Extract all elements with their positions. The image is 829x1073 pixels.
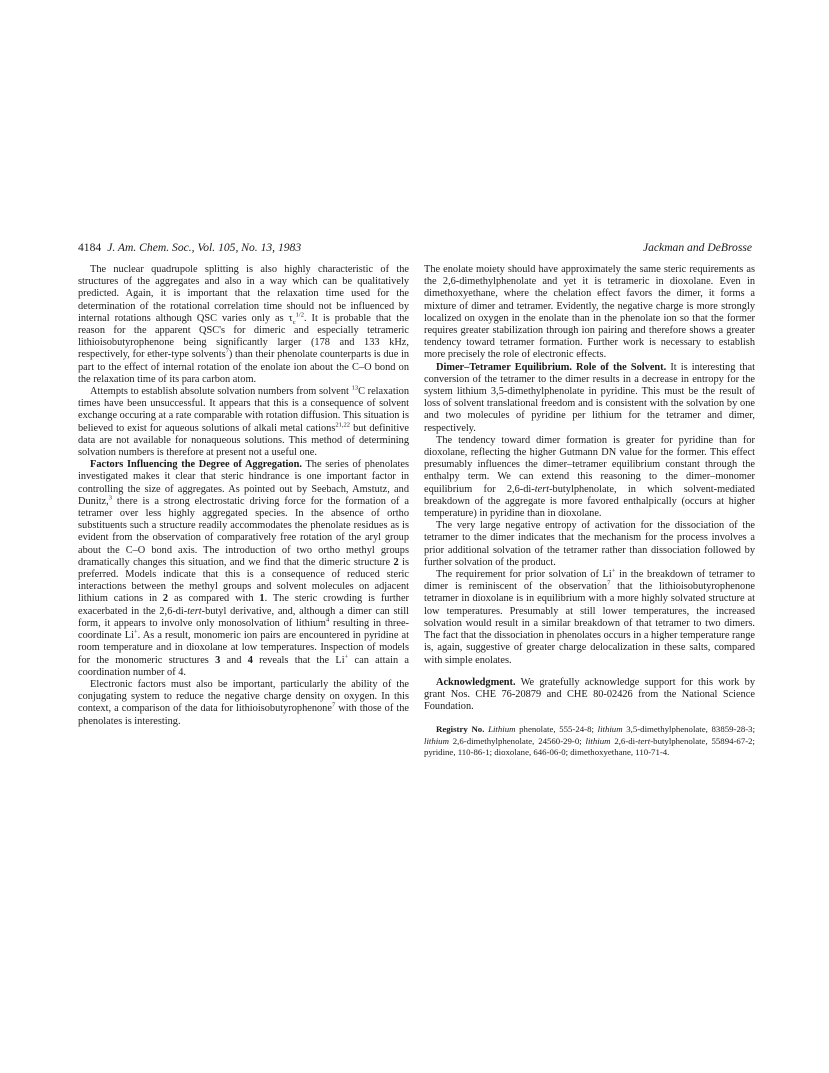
- acknowledgment: [424, 677, 755, 714]
- page-number: 4184: [78, 241, 102, 254]
- paragraph: The requirement for prior solvation of Li+ in the breakdown of tetramer to dimer is reminiscent of the observation$^7$ that the lithioisobutyrophenone tetramer in dioxolane is in equilibrium with a more highly solvated structure at low temperatures. Presumably at still lower temperatures, the increased solvation would result in a similar breakdown of that tetramer to two dimers. The fact that the dissociation in phenolates occurs in a higher temperature range is, again, suggestive of greater charge delocalization in these salts, compared with simple enolates.: [424, 567, 755, 666]
- right-column: [424, 264, 755, 758]
- journal-citation: J. Am. Chem. Soc., Vol. 105, No. 13, 1983: [107, 241, 302, 254]
- run-in-heading: Factors Influencing the Degree of Aggregation.: [90, 459, 302, 471]
- paragraph-body: It is interesting that conversion of the tetramer to the dimer results in a decrease in entropy for the system lithium 3,5-dimethylphenolate in pyridine. This must be the result of loss of solvent translational freedom and is consistent with the solvation by one and two molecules of pyridine per lithium for the tetramer and dimer, respectively.: [424, 361, 755, 434]
- registry-numbers: [424, 724, 755, 758]
- acknowledgment-heading: Acknowledgment.: [436, 676, 516, 688]
- registry-heading: Registry No.: [436, 724, 485, 735]
- paragraph: The tendency toward dimer formation is greater for pyridine than for dioxolane, reflecting the higher Gutmann DN value for the former. This effect presumably influences the dimer–tetramer equilibrium constant through the enthalpy term. We can extend this reasoning to the dimer–monomer equilibrium for 2,6-di-tert-butylphenolate, in which solvent-mediated breakdown of the aggregate is more favored enthalpically (occurs at higher temperature) in pyridine than in dioxolane.: [424, 434, 755, 520]
- header-left: [78, 240, 301, 256]
- paragraph: The nuclear quadrupole splitting is also highly characteristic of the structures of the aggregates and also in a way which can be qualitatively predicted. Again, it is important that the relaxation time used for the determination of the rotational correlation time should not be influenced by internal rotations although QSC varies only as $\tau_c^{1/2}$. It is probable that the reason for the apparent QSC's for dimeric and especially tetrameric lithioisobutyrophenone being significantly larger (178 and 133 kHz, respectively, for ether-type solvents$^7$) than their phenolate counterparts is due in part to the effect of internal rotation of the enolate ion about the C–O bond on the relaxation time of its para carbon atom.: [78, 264, 410, 385]
- paragraph-body: The series of phenolates investigated makes it clear that steric hindrance is one important factor in controlling the size of aggregates. As pointed out by Seebach, Amstutz, and Dunitz,$^3$ there is a strong electrostatic driving force for the formation of a tetramer over less highly aggregated species. In the absence of ortho substituents such a structure readily accommodates the phenolate residues as is evident from the observation of comparatively free rotation of the aryl group about the C–O bond axis. The introduction of two ortho methyl groups dramatically changes this situation, and we find that the dimeric structure 2 is preferred. Models indicate that this is a consequence of reduced steric interactions between the methyl groups and solvent molecules on adjacent lithium cations in 2 as compared with 1. The steric crowding is further exacerbated in the 2,6-di-tert-butyl derivative, and, although a dimer can still form, it appears to involve only monosolvation of lithium$^4$ resulting in three-coordinate Li+. As a result, monomeric ion pairs are encountered in pyridine at room temperature and in dioxolane at low temperatures. Inspection of models for the monomeric structures 3 and 4 reveals that the Li+ can attain a coordination number of 4.: [78, 459, 409, 678]
- run-in-heading: Dimer–Tetramer Equilibrium. Role of the Solvent.: [436, 361, 667, 373]
- paragraph: Attempts to establish absolute solvation numbers from solvent $^{13}$C relaxation times have been unsuccessful. It appears that this is a consequence of solvent exchange occuring at a rate comparable with rotation diffusion. This situation is believed to exist for aqueous solutions of alkali metal cations$^{21,22}$ but definitive data are not available for nonaqueous solutions. This method of determining solvation numbers is therefore at present not a useful one.: [78, 384, 410, 459]
- paragraph: The enolate moiety should have approximately the same steric requirements as the 2,6-dimethylphenolate and yet it is tetrameric in dioxolane. Even in dimethoxyethane, where the chelation effect favors the dimer, it forms a mixture of dimer and tetramer. Evidently, the negative charge is more strongly localized on oxygen in the enolate than in the phenolate ion so that the former requires greater stabilization through ion pairing and therefore shows a greater tendency toward tetramer formation. Further work is necessary to establish more precisely the role of electronic effects.: [424, 264, 755, 361]
- paragraph: The very large negative entropy of activation for the dissociation of the tetramer to the dimer indicates that the mechanism for the process involves a prior additional solvation of the tetramer rather than dissociation followed by further solvation of the product.: [424, 520, 755, 568]
- left-column: [78, 264, 409, 728]
- registry-body: Lithium phenolate, 555-24-8; lithium 3,5-dimethylphenolate, 83859-28-3; lithium 2,6-dimethylphenolate, 24560-29-0; lithium 2,6-di-tert-butylphenolate, 55894-67-2; pyridine, 110-86-1; dioxolane, 646-06-0; dimethoxyethane, 110-71-4.: [424, 724, 756, 757]
- paragraph: Electronic factors must also be important, particularly the ability of the conjugating system to reduce the negative charge density on oxygen. In this context, a comparison of the data for lithioisobutyrophenone$^7$ with those of the phenolates is interesting.: [78, 678, 410, 727]
- paragraph: [424, 362, 755, 435]
- acknowledgment-body: We gratefully acknowledge support for this work by grant Nos. CHE 76-20879 and CHE 80-02426 from the National Science Foundation.: [424, 676, 756, 713]
- running-header: [78, 240, 752, 256]
- paragraph: [78, 459, 409, 679]
- header-authors: Jackman and DeBrosse: [642, 241, 752, 254]
